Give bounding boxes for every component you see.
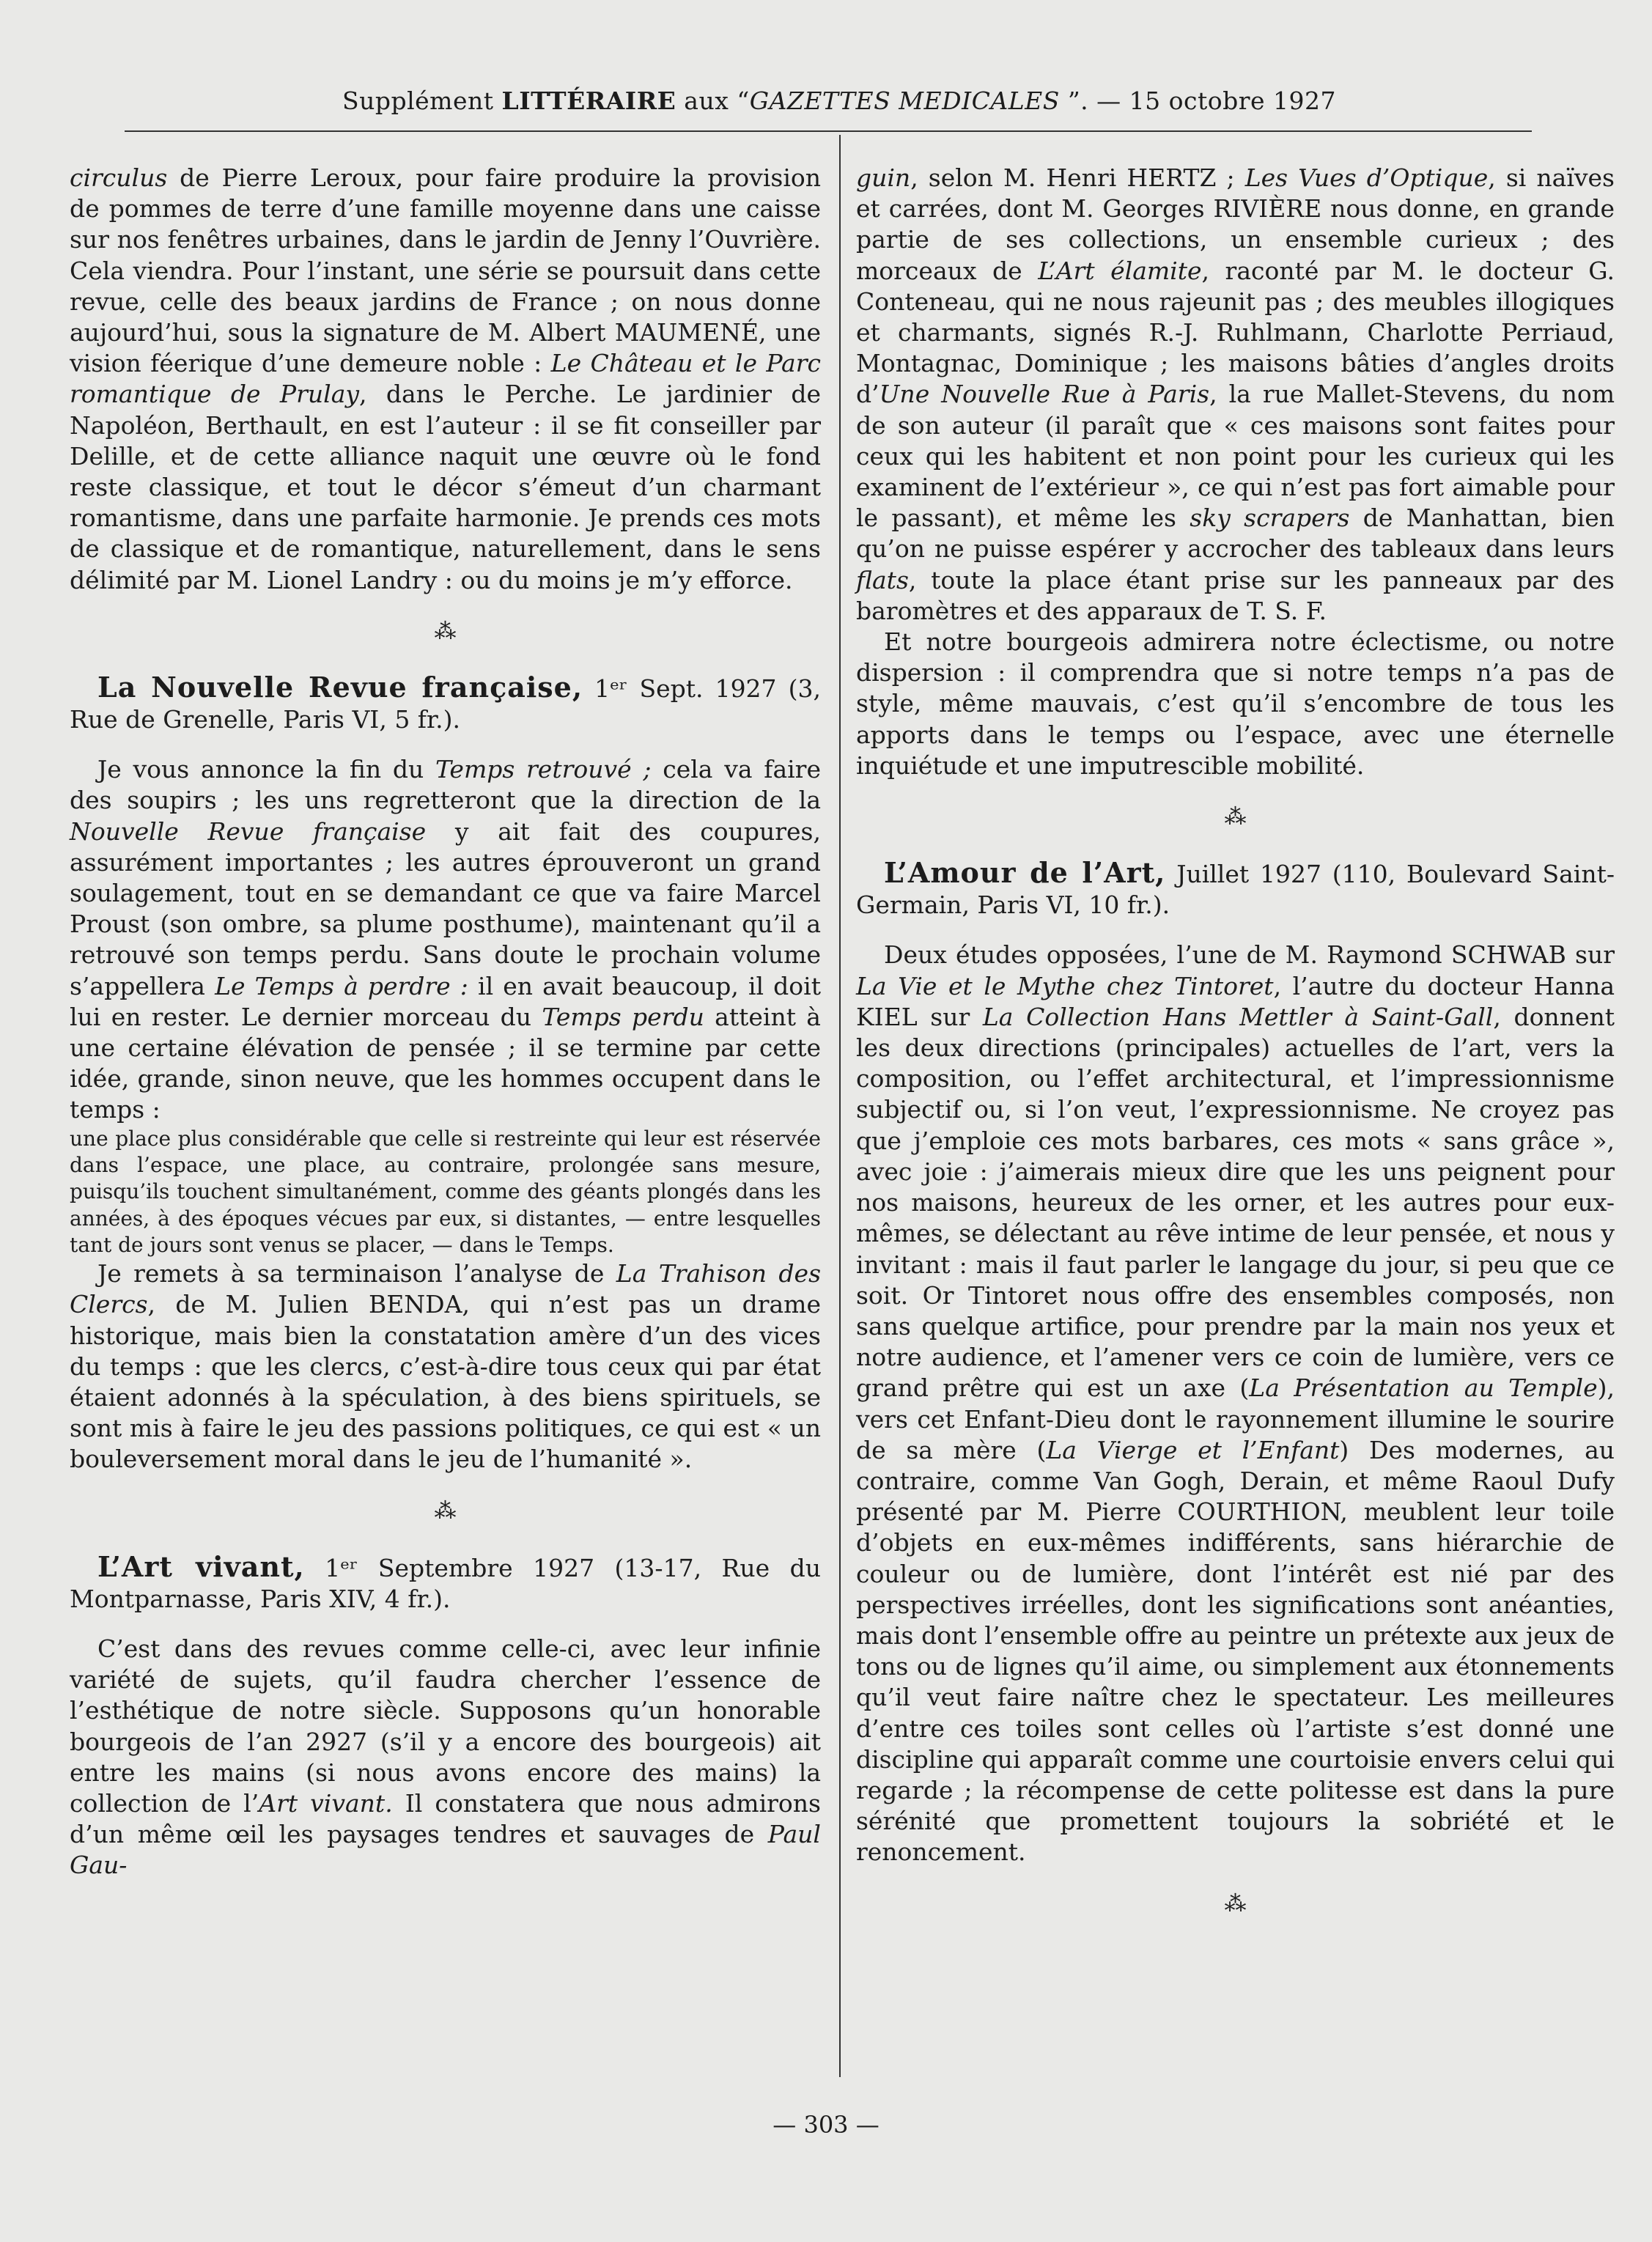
paragraph-jardins <box>70 163 821 596</box>
section-separator: ⁂ <box>434 1497 457 1524</box>
text-span: L’Art élamite <box>1038 256 1202 285</box>
text-span: La Présentation au Temple <box>1249 1373 1598 1403</box>
text-span: ) Des modernes, au contraire, comme Van Gogh, Derain, et même Raoul Dufy présenté par M. Pierre COURTHION, meublent leur toile d’objets en eux-mêmes indifférents, sans hiérarchie de couleur ou de lumière, dont l’intérêt est nié par des perspectives irréelles, dont les significations sont anéanties, mais dont l’ensemble offre au peintre un prétexte aux jeux de tons ou de lignes qu’il aime, ou simplement aux étonnements qu’il veut faire naître chez le spectateur. Les meilleures d’entre ces toiles sont celles où l’artiste s’est donné une discipline qui apparaît comme une courtoisie envers celui qui regarde ; la récompense de cette politesse est dans la pure sérénité que promettent toujours la sobriété et le renoncement. <box>856 1435 1615 1867</box>
art-vivant-title: L’Art vivant, <box>97 1549 305 1583</box>
amour-art-title: L’Amour de l’Art, <box>884 856 1166 890</box>
text-span: y ait fait des coupures, assurément importantes ; les autres éprouveront un grand soulagement, tout en se demandant ce que va faire Marcel Proust (son ombre, sa plume posthume), maintenant qu’il a retrouvé son temps perdu. Sans doute le prochain volume s’appellera <box>70 816 821 1000</box>
text-span: de Pierre Leroux, pour faire produire la provision de pommes de terre d’une famille moyenne dans une caisse sur nos fenêtres urbaines, dans le jardin de Jenny l’Ouvrière. Cela viendra. Pour l’instant, une série se poursuit dans cette revue, celle des beaux jardins de France ; on nous donne aujourd’hui, sous la signature de M. Albert MAUMENÉ, une vision féerique d’une demeure noble : <box>70 163 821 378</box>
header-date: ”. — 15 octobre 1927 <box>1067 86 1337 115</box>
text-span: Deux études opposées, l’une de M. Raymond SCHWAB sur <box>884 940 1615 970</box>
text-span: , donnent les deux directions (principales) actuelles de l’art, vers la composition, ou l’effet architectural, et l’impressionnisme subjectif ou, si l’on veut, l’expressionnisme. Ne croyez pas que j’emploie ces mots barbares, ces mots « sans grâce », avec joie : j’aimerais mieux dire que les uns peignent pour nos maisons, heureux de les orner, et les autres pour eux-mêmes, se délectant au rêve intime de leur pensée, et nous y invitant : mais il faut parler le langage du jour, si peu que ce soit. Or Tintoret nous offre des ensembles composés, non sans quelque artifice, pour prendre par la main nos yeux et notre audience, et l’amener vers ce coin de lumière, vers ce grand prêtre qui est un axe ( <box>856 1002 1615 1403</box>
text-span: Le Château et le Parc romantique de Prulay <box>70 349 821 409</box>
text-span: sky scrapers <box>1190 504 1350 533</box>
text-span: Nouvelle Revue française <box>70 816 427 846</box>
paragraph-benda <box>70 1258 821 1475</box>
section-separator: ⁂ <box>1224 1890 1247 1917</box>
paragraph-art-vivant-cont <box>856 163 1615 627</box>
text-span: Temps retrouvé ; <box>435 755 652 784</box>
running-header <box>147 86 1532 115</box>
text-span: La Vie et le Mythe chez Tintoret <box>856 971 1274 1000</box>
text-span: Art vivant. <box>259 1789 393 1818</box>
text-span: atteint à une certaine élévation de pensée ; il se termine par cette idée, grande, sinon neuve, que les hommes occupent dans le temps : <box>70 1002 821 1124</box>
text-span: de Manhattan, bien qu’on ne puisse espérer y accrocher des tableaux dans leurs <box>856 504 1615 564</box>
text-span: La Trahison des Clercs <box>70 1259 821 1319</box>
header-aux: aux “ <box>684 86 750 115</box>
text-span: C’est dans des revues comme celle-ci, avec leur infinie variété de sujets, qu’il faudra chercher l’essence de l’esthétique de notre siècle. Supposons qu’un honorable bourgeois de l’an 2927 (s’il y a encore des bourgeois) ait entre les mains (si nous avons encore des mains) la collection de l’ <box>70 1634 821 1818</box>
text-span: , la rue Mallet-Stevens, du nom de son auteur (il paraît que « ces maisons sont faites pour ceux qui les habitent et non point pour les curieux qui les examinent de l’extérieur », ce qui n’est pas fort aimable pour le passant), et même les <box>856 380 1615 533</box>
text-span: Temps perdu <box>542 1002 704 1031</box>
review-heading-nrf <box>70 672 821 735</box>
paragraph-proust <box>70 754 821 1125</box>
proust-quotation: une place plus considérable que celle si restreinte qui leur est réservée dans l’espace, une place, au contraire, prolongée sans mesure, puisqu’ils touchent simultanément, comme des géants plongés dans les années, à des époques vécues par eux, si distantes, — entre lesquelles tant de jours sont venus se placer, — dans le Temps. <box>70 1126 821 1257</box>
text-span: il en avait beaucoup, il doit lui en rester. Le dernier morceau du <box>70 971 821 1031</box>
header-litteraire: LITTÉRAIRE <box>501 86 676 115</box>
right-column <box>856 163 1615 1944</box>
text-span: , si naïves et carrées, dont M. Georges RIVIÈRE nous donne, en grande partie de ses collections, un ensemble curieux ; des morceaux de <box>856 163 1615 285</box>
page-number: — 303 — <box>772 2111 880 2139</box>
header-rule <box>125 130 1532 132</box>
review-heading-amour-art <box>856 858 1615 921</box>
text-span: Il constatera que nous admirons d’un même œil les paysages tendres et sauvages de <box>70 1789 821 1849</box>
left-column <box>70 163 821 1881</box>
text-span: Le Temps à perdre : <box>215 971 468 1000</box>
section-separator: ⁂ <box>434 618 457 644</box>
review-heading-art-vivant <box>70 1549 821 1615</box>
header-prefix: Supplément <box>342 86 494 115</box>
section-separator: ⁂ <box>1224 804 1247 830</box>
text-span: , selon M. Henri HERTZ ; <box>910 163 1245 192</box>
text-span: circulus <box>70 163 168 192</box>
text-span: , raconté par M. le docteur G. Conteneau, qui ne nous rajeunit pas ; des meubles illogiques et charmants, signés R.-J. Ruhlmann, Charlotte Perriaud, Montagnac, Dominique ; les maisons bâties d’angles droits d’ <box>856 256 1615 409</box>
amour-art-details: Juillet 1927 (110, Boulevard Saint-Germain, Paris VI, 10 fr.). <box>856 860 1615 920</box>
text-span: flats <box>856 565 909 594</box>
art-vivant-details: 1ᵉʳ Septembre 1927 (13-17, Rue du Montparnasse, Paris XIV, 4 fr.). <box>70 1553 821 1613</box>
text-span: La Collection Hans Mettler à Saint-Gall <box>982 1002 1494 1031</box>
nrf-details: 1ᵉʳ Sept. 1927 (3, Rue de Grenelle, Paris VI, 5 fr.). <box>70 674 821 734</box>
header-gazettes: GAZETTES MEDICALES <box>749 86 1060 115</box>
text-span: Je vous annonce la fin du <box>97 755 435 784</box>
text-span: guin <box>856 163 911 192</box>
text-span: , l’autre du docteur Hanna KIEL sur <box>856 971 1615 1031</box>
column-divider <box>839 135 841 2077</box>
text-span: Une Nouvelle Rue à Paris <box>879 380 1210 409</box>
text-span: ), vers cet Enfant-Dieu dont le rayonnement illumine le sourire de sa mère ( <box>856 1373 1615 1464</box>
nrf-title: La Nouvelle Revue française, <box>97 670 583 704</box>
text-span: , dans le Perche. Le jardinier de Napoléon, Berthault, en est l’auteur : il se fit conseiller par Delille, et de cette alliance naquit une œuvre où le fond reste classique, et tout le décor s’émeut d’un charmant romantisme, dans une parfaite harmonie. Je prends ces mots de classique et de romantique, naturellement, dans le sens délimité par M. Lionel Landry : ou du moins je m’y efforce. <box>70 380 821 594</box>
paragraph-art-vivant <box>70 1634 821 1881</box>
text-span: Les Vues d’Optique <box>1244 163 1489 192</box>
paragraph-tintoret <box>856 940 1615 1867</box>
text-span: cela va faire des soupirs ; les uns regretteront que la direction de la <box>70 755 821 815</box>
text-span: Je remets à sa terminaison l’analyse de <box>97 1259 616 1288</box>
text-span: , toute la place étant prise sur les panneaux par des baromètres et des apparaux de T. S. F. <box>856 565 1615 625</box>
text-span: Paul Gau- <box>70 1820 821 1880</box>
paragraph-bourgeois: Et notre bourgeois admirera notre éclectisme, ou notre dispersion : il comprendra que si notre temps n’a pas de style, même mauvais, c’est qu’il s’encombre de tous les apports dans le temps ou l’espace, avec une éternelle inquiétude et une imputrescible mobilité. <box>856 627 1615 780</box>
text-span: , de M. Julien BENDA, qui n’est pas un drame historique, mais bien la constatation amère d’un des vices du temps : que les clercs, c’est-à-dire tous ceux qui par état étaient adonnés à la spéculation, à des biens spirituels, se sont mis à faire le jeu des passions politiques, ce qui est « un bouleversement moral dans le jeu de l’humanité ». <box>70 1290 821 1474</box>
text-span: La Vierge et l’Enfant <box>1046 1435 1340 1464</box>
